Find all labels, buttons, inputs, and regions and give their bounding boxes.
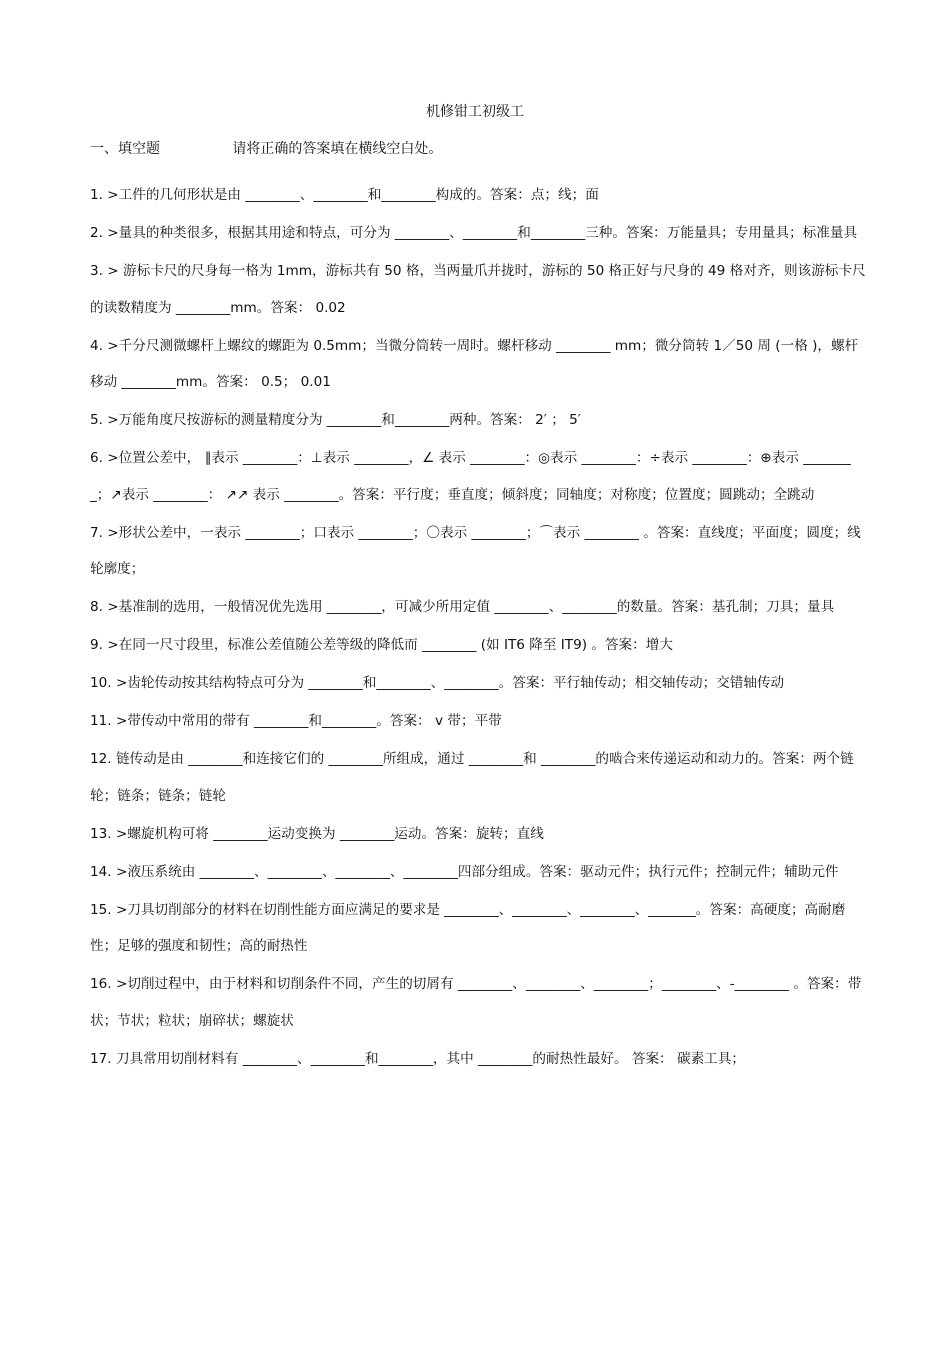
question-item: 8. >基准制的选用，一般情况优先选用 ________，可减少所用定值 ________、________的数量。答案：基孔制；刀具；量具: [90, 599, 835, 615]
question-item: 6. >位置公差中， ∥表示 ________：⊥表示 ________，∠ 表示 ________：◎表示 ________：÷表示 ________：⊕表示 ________；↗表示 ________： ↗↗ 表示 ________。答案：平行度；垂直度；倾斜度；同轴度；对称度；位置度；圆跳动；全跳动: [90, 450, 851, 503]
question-item: 4. >千分尺测微螺杆上螺纹的螺距为 0.5mm；当微分筒转一周时。螺杆移动 ________ mm；微分筒转 1／50 周 (一格 )，螺杆移动 ________mm。答案： 0.5； 0.01: [90, 337, 859, 390]
question-item: 2. >量具的种类很多，根据其用途和特点，可分为 ________、________和________三种。答案：万能量具；专用量具；标准量具: [90, 225, 858, 241]
question-item: 5. >万能角度尺按游标的测量精度分为 ________和________两种。答案： 2′ ； 5′: [90, 412, 581, 428]
question-item: 16. >切削过程中，由于材料和切削条件不同，产生的切屑有 ________、________、________；________、-________ 。答案：带状；节状；粒状；崩碎状；螺旋状: [90, 976, 862, 1029]
question-list: [90, 177, 870, 1079]
question-item: 12. 链传动是由 ________和连接它们的 ________所组成，通过 ________和 ________的啮合来传递运动和动力的。答案：两个链轮；链条；链条；链轮: [90, 751, 854, 804]
question-item: 15. >刀具切削部分的材料在切削性能方面应满足的要求是 ________、________、________、_______。答案：高硬度；高耐磨性；足够的强度和韧性；高的耐热性: [90, 901, 846, 954]
question-item: 17. 刀具常用切削材料有 ________、________和________，其中 ________的耐热性最好。 答案： 碳素工具；: [90, 1050, 745, 1067]
question-item: 9. >在同一尺寸段里，标准公差值随公差等级的降低而 ________ (如 IT6 降至 IT9) 。答案：增大: [90, 637, 673, 653]
question-item: 3. > 游标卡尺的尺身每一格为 1mm，游标共有 50 格，当两量爪并拢时，游标的 50 格正好与尺身的 49 格对齐，则该游标卡尺的读数精度为 ________mm。答案： 0.02: [90, 263, 866, 316]
question-item: 13. >螺旋机构可将 ________运动变换为 ________运动。答案：旋转；直线: [90, 825, 544, 842]
question-item: 1. >工件的几何形状是由 ________、________和________构成的。答案：点；线；面: [90, 187, 599, 203]
question-item: 14. >液压系统由 ________、________、________、________四部分组成。答案：驱动元件；执行元件；控制元件；辅助元件: [90, 863, 839, 880]
question-item: 10. >齿轮传动按其结构特点可分为 ________和________、________。答案：平行轴传动；相交轴传动；交错轴传动: [90, 675, 785, 691]
question-item: 11. >带传动中常用的带有 ________和________。答案： v 带；平带: [90, 713, 502, 729]
section-heading: 一、填空题 请将正确的答案填在横线空白处。: [90, 141, 443, 157]
question-item: 7. >形状公差中，一表示 ________；口表示 ________；〇表示 ________；⌒表示 ________ 。答案：直线度；平面度；圆度；线轮廓度；: [90, 524, 861, 577]
document-title: 机修钳工初级工: [426, 104, 524, 120]
